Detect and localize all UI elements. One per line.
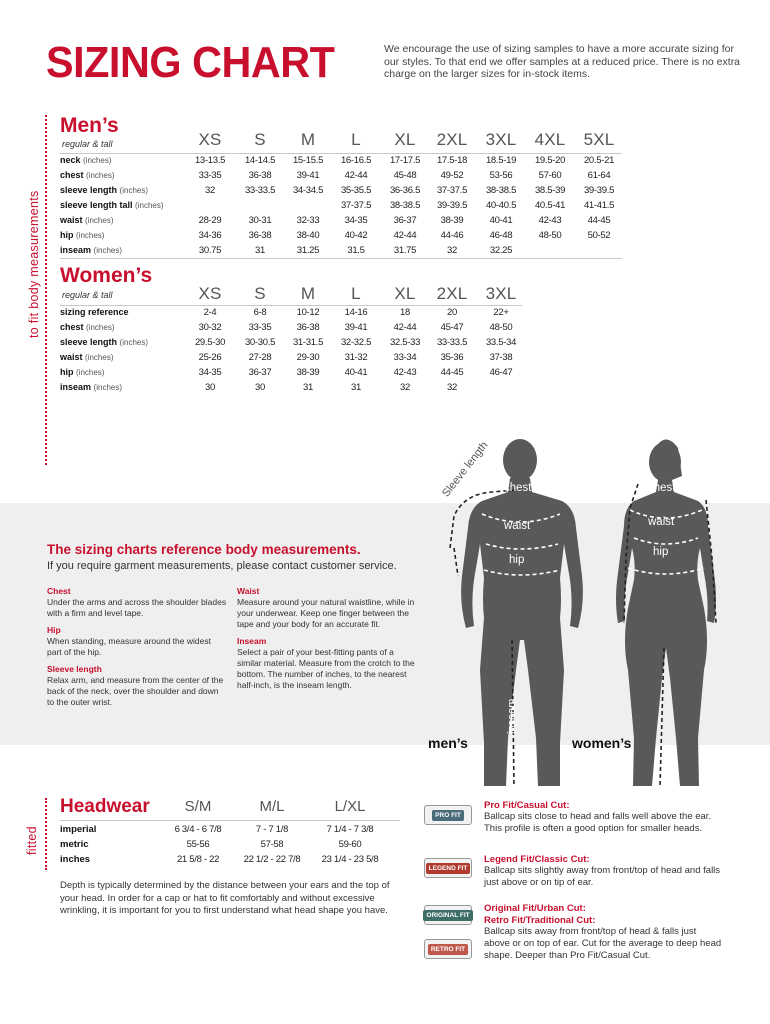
legend-fit-heading: Legend Fit/Classic Cut:	[484, 854, 590, 865]
womens-table-cell: 29-30	[296, 352, 320, 363]
mens-size-header: S	[254, 130, 266, 149]
pro-fit-badge: PRO FIT	[424, 805, 472, 825]
headwear-size-header: L/XL	[334, 798, 366, 815]
sleeve-length-heading: Sleeve length	[47, 664, 102, 674]
womens-title: Women’s	[60, 264, 153, 287]
womens-table-cell: 31	[303, 382, 313, 393]
mens-table-cell: 46-48	[489, 230, 513, 241]
womens-table-cell: 6-8	[253, 307, 267, 318]
womens-table-cell: 27-28	[248, 352, 272, 363]
headwear-table-cell: 57-58	[260, 839, 284, 850]
womens-table-cell: 32	[400, 382, 410, 393]
mens-size-header: M	[300, 130, 316, 149]
womens-size-header: S	[254, 284, 266, 303]
mens-subtitle: regular & tall	[62, 139, 113, 149]
womens-table-cell: 38-39	[296, 367, 320, 378]
mens-size-header: L	[351, 130, 361, 149]
headwear-row-label: metric	[60, 839, 89, 850]
womens-figure-label: women’s	[572, 735, 632, 751]
womens-table-cell: 30	[205, 382, 215, 393]
womens-table-cell: 30-32	[198, 322, 222, 333]
mens-table-cell: 44-46	[440, 230, 464, 241]
waist-text: Measure around your natural waistline, while in your underwear. Keep one finger between the tape and your body for an accurate fit.	[237, 597, 415, 629]
headwear-title: Headwear	[60, 796, 150, 817]
womens-table-cell: 30-30.5	[244, 337, 276, 348]
mens-table-cell: 31.5	[347, 245, 365, 256]
womens-row-label: sleeve length (inches)	[60, 337, 148, 347]
womens-table-cell: 48-50	[489, 322, 513, 333]
mens-table-cell: 38-38.5	[485, 185, 517, 196]
mens-size-header: 3XL	[485, 130, 517, 149]
mens-table-cell: 31	[255, 245, 265, 256]
mens-table-cell: 17.5-18	[436, 155, 468, 166]
womens-waist-label: waist	[648, 516, 675, 528]
mens-table-cell: 34-35	[344, 215, 368, 226]
waist-heading: Waist	[237, 586, 260, 596]
womens-table-cell: 46-47	[489, 367, 513, 378]
page-title: SIZING CHART	[46, 38, 335, 87]
mens-size-header: XS	[198, 130, 222, 149]
womens-table-cell: 36-37	[248, 367, 272, 378]
mens-table-cell: 48-50	[538, 230, 562, 241]
mens-row-label: hip (inches)	[60, 230, 105, 240]
mens-table-cell: 32-33	[296, 215, 320, 226]
reference-title: The sizing charts reference body measurements.	[47, 542, 361, 557]
original-fit-heading: Original Fit/Urban Cut:	[484, 903, 586, 914]
inseam-heading: Inseam	[237, 636, 267, 646]
womens-size-header: M	[300, 284, 316, 303]
mens-table-cell: 39-41	[296, 170, 320, 181]
womens-size-header: XS	[198, 284, 222, 303]
mens-table-cell: 41-41.5	[583, 200, 615, 211]
mens-table-cell: 40-40.5	[485, 200, 517, 211]
mens-table-cell: 36-38	[248, 230, 272, 241]
mens-row-label: sleeve length tall (inches)	[60, 200, 164, 210]
mens-row-label: waist (inches)	[60, 215, 114, 225]
headwear-size-header: M/L	[259, 798, 285, 815]
womens-table-cell: 31-31.5	[292, 337, 324, 348]
mens-table-cell: 38-40	[296, 230, 320, 241]
womens-table-rule	[60, 305, 522, 306]
mens-table-cell: 57-60	[538, 170, 562, 181]
mens-table-cell: 40.5-41	[534, 200, 566, 211]
intro-text: We encourage the use of sizing samples to have a more accurate sizing for our styles. To that end we offer samples at a reduced price. There is no extra charge on the larger sizes for in-stock items.	[384, 43, 741, 80]
womens-row-label: chest (inches)	[60, 322, 115, 332]
womens-table-cell: 20	[447, 307, 457, 318]
mens-row-label: neck (inches)	[60, 155, 112, 165]
mens-table-cell: 40-41	[489, 215, 513, 226]
side-label-body: to fit body measurements	[27, 190, 41, 338]
mens-figure-label: men’s	[428, 735, 468, 751]
mens-table-cell: 53-56	[489, 170, 513, 181]
pro-fit-heading: Pro Fit/Casual Cut:	[484, 800, 570, 811]
hip-heading: Hip	[47, 625, 61, 635]
headwear-table-cell: 6 3/4 - 6 7/8	[174, 824, 222, 835]
mens-size-header: XL	[394, 130, 416, 149]
mens-table-cell: 33-33.5	[244, 185, 276, 196]
mens-table-cell: 31.25	[296, 245, 320, 256]
mens-table-cell: 36-38	[248, 170, 272, 181]
mens-table-cell: 19.5-20	[534, 155, 566, 166]
womens-table-cell: 22+	[493, 307, 509, 318]
womens-table-cell: 33.5-34	[485, 337, 517, 348]
womens-table-cell: 33-33.5	[436, 337, 468, 348]
womens-table-cell: 29.5-30	[194, 337, 226, 348]
mens-table-cell: 40-42	[344, 230, 368, 241]
chest-heading: Chest	[47, 586, 71, 596]
mens-table-cell: 18.5-19	[485, 155, 517, 166]
legend-fit-badge: LEGEND FIT	[424, 858, 472, 878]
mens-table-cell: 49-52	[440, 170, 464, 181]
hip-text: When standing, measure around the widest part of the hip.	[47, 636, 211, 657]
womens-table-cell: 44-45	[440, 367, 464, 378]
womens-table-cell: 14-16	[344, 307, 368, 318]
womens-table-cell: 30	[255, 382, 265, 393]
womens-table-cell: 33-35	[248, 322, 272, 333]
headwear-table-rule	[60, 820, 400, 821]
womens-table-cell: 40-41	[344, 367, 368, 378]
reference-subtitle: If you require garment measurements, please contact customer service.	[47, 560, 397, 572]
mens-table-cell: 32.25	[489, 245, 513, 256]
headwear-row-label: imperial	[60, 824, 97, 835]
womens-row-label: sizing reference	[60, 307, 129, 317]
mens-table-cell: 14-14.5	[244, 155, 276, 166]
mens-table-cell: 38-39	[440, 215, 464, 226]
mens-table-bottom-rule	[60, 258, 622, 259]
mens-row-label: sleeve length (inches)	[60, 185, 148, 195]
mens-table-cell: 38-38.5	[389, 200, 421, 211]
mens-hip-label: hip	[509, 554, 525, 566]
inseam-text: Select a pair of your best-fitting pants of a similar material. Measure from the crotch to the bottom. The number of inches, to the nearest half-inch, is the inseam length.	[237, 647, 415, 690]
womens-row-label: inseam (inches)	[60, 382, 122, 392]
womens-size-header: L	[351, 284, 361, 303]
pro-fit-text: Ballcap sits close to head and falls well above the ear. This profile is often a good option for smaller heads.	[484, 811, 712, 834]
mens-table-cell: 34-34.5	[292, 185, 324, 196]
mens-table-cell: 28-29	[198, 215, 222, 226]
womens-size-header: XL	[394, 284, 416, 303]
mens-size-header: 5XL	[583, 130, 615, 149]
headwear-table-cell: 21 5/8 - 22	[176, 854, 220, 865]
mens-table-cell: 42-44	[393, 230, 417, 241]
womens-chest-label: chest	[648, 482, 676, 494]
womens-table-cell: 42-44	[393, 322, 417, 333]
womens-table-cell: 10-12	[296, 307, 320, 318]
mens-table-cell: 42-44	[344, 170, 368, 181]
mens-table-cell: 61-64	[587, 170, 611, 181]
mens-table-cell: 39-39.5	[583, 185, 615, 196]
mens-size-header: 2XL	[436, 130, 468, 149]
womens-table-cell: 34-35	[198, 367, 222, 378]
mens-title: Men’s	[60, 114, 119, 137]
mens-table-cell: 42-43	[538, 215, 562, 226]
mens-row-label: chest (inches)	[60, 170, 115, 180]
mens-table-cell: 36-36.5	[389, 185, 421, 196]
mens-table-cell: 34-36	[198, 230, 222, 241]
mens-table-cell: 37-37.5	[436, 185, 468, 196]
womens-hip-label: hip	[653, 546, 669, 558]
mens-table-cell: 38.5-39	[534, 185, 566, 196]
retro-fit-text: Ballcap sits away from front/top of head & falls just above or on top of ear. Cut for the average to deep head shape. Deeper than Pro Fit/Casual Cut.	[484, 926, 722, 961]
mens-table-cell: 35-35.5	[340, 185, 372, 196]
womens-table-cell: 2-4	[203, 307, 217, 318]
sleeve-length-text: Relax arm, and measure from the center of the back of the neck, over the shoulder and down to the outer wrist.	[47, 675, 224, 707]
womens-table-cell: 39-41	[344, 322, 368, 333]
headwear-note: Depth is typically determined by the distance between your ears and the top of your head. In order for a cap or hat to fit comfortably and without excessive wrinkling, it is important for you to first understand what head shape you have.	[60, 880, 390, 916]
mens-table-cell: 30.75	[198, 245, 222, 256]
womens-row-label: hip (inches)	[60, 367, 105, 377]
mens-chest-label: chest	[504, 482, 532, 494]
mens-table-rule	[60, 153, 622, 154]
mens-table-cell: 50-52	[587, 230, 611, 241]
womens-table-cell: 31	[351, 382, 361, 393]
womens-table-cell: 18	[400, 307, 410, 318]
womens-row-label: waist (inches)	[60, 352, 114, 362]
mens-table-cell: 16-16.5	[340, 155, 372, 166]
body-measure-divider	[45, 115, 47, 465]
fitted-divider	[45, 798, 47, 870]
mens-table-cell: 20.5-21	[583, 155, 615, 166]
womens-table-cell: 36-38	[296, 322, 320, 333]
side-label-fitted: fitted	[25, 826, 39, 855]
mens-row-label: inseam (inches)	[60, 245, 122, 255]
legend-fit-text: Ballcap sits slightly away from front/top of head and falls just above or on tip of ear.	[484, 865, 721, 888]
chest-text: Under the arms and across the shoulder blades with a firm and level tape.	[47, 597, 227, 618]
headwear-row-label: inches	[60, 854, 91, 865]
mens-table-cell: 17-17.5	[389, 155, 421, 166]
mens-waist-label: waist	[504, 520, 531, 532]
womens-size-header: 3XL	[485, 284, 517, 303]
retro-fit-heading: Retro Fit/Traditional Cut:	[484, 915, 596, 926]
headwear-table-cell: 23 1/4 - 23 5/8	[321, 854, 379, 865]
mens-table-cell: 33-35	[198, 170, 222, 181]
original-fit-badge: ORIGINAL FIT	[424, 905, 472, 925]
mens-table-cell: 30-31	[248, 215, 272, 226]
inseam-figure-label: inseam	[506, 698, 518, 734]
womens-table-cell: 42-43	[393, 367, 417, 378]
womens-table-cell: 37-38	[489, 352, 513, 363]
mens-table-cell: 32	[447, 245, 457, 256]
womens-table-cell: 45-47	[440, 322, 464, 333]
headwear-table-cell: 59-60	[338, 839, 362, 850]
womens-table-cell: 33-34	[393, 352, 417, 363]
womens-size-header: 2XL	[436, 284, 468, 303]
womens-table-cell: 32.5-33	[389, 337, 421, 348]
womens-table-cell: 35-36	[440, 352, 464, 363]
mens-table-cell: 15-15.5	[292, 155, 324, 166]
womens-table-cell: 25-26	[198, 352, 222, 363]
mens-table-cell: 37-37.5	[340, 200, 372, 211]
mens-table-cell: 39-39.5	[436, 200, 468, 211]
headwear-table-cell: 7 1/4 - 7 3/8	[326, 824, 374, 835]
mens-table-cell: 32	[205, 185, 215, 196]
mens-table-cell: 36-37	[393, 215, 417, 226]
womens-table-cell: 32-32.5	[340, 337, 372, 348]
mens-table-cell: 45-48	[393, 170, 417, 181]
headwear-size-header: S/M	[184, 798, 212, 815]
mens-size-header: 4XL	[534, 130, 566, 149]
headwear-table-cell: 55-56	[186, 839, 210, 850]
headwear-table-cell: 22 1/2 - 22 7/8	[243, 854, 301, 865]
retro-fit-badge: RETRO FIT	[424, 939, 472, 959]
mens-table-cell: 31.75	[393, 245, 417, 256]
womens-table-cell: 31-32	[344, 352, 368, 363]
mens-table-cell: 44-45	[587, 215, 611, 226]
womens-table-cell: 32	[447, 382, 457, 393]
mens-table-cell: 13-13.5	[194, 155, 226, 166]
sleeve-length-figure-label: Sleeve length	[440, 439, 491, 500]
headwear-table-cell: 7 - 7 1/8	[255, 824, 289, 835]
womens-subtitle: regular & tall	[62, 290, 113, 300]
